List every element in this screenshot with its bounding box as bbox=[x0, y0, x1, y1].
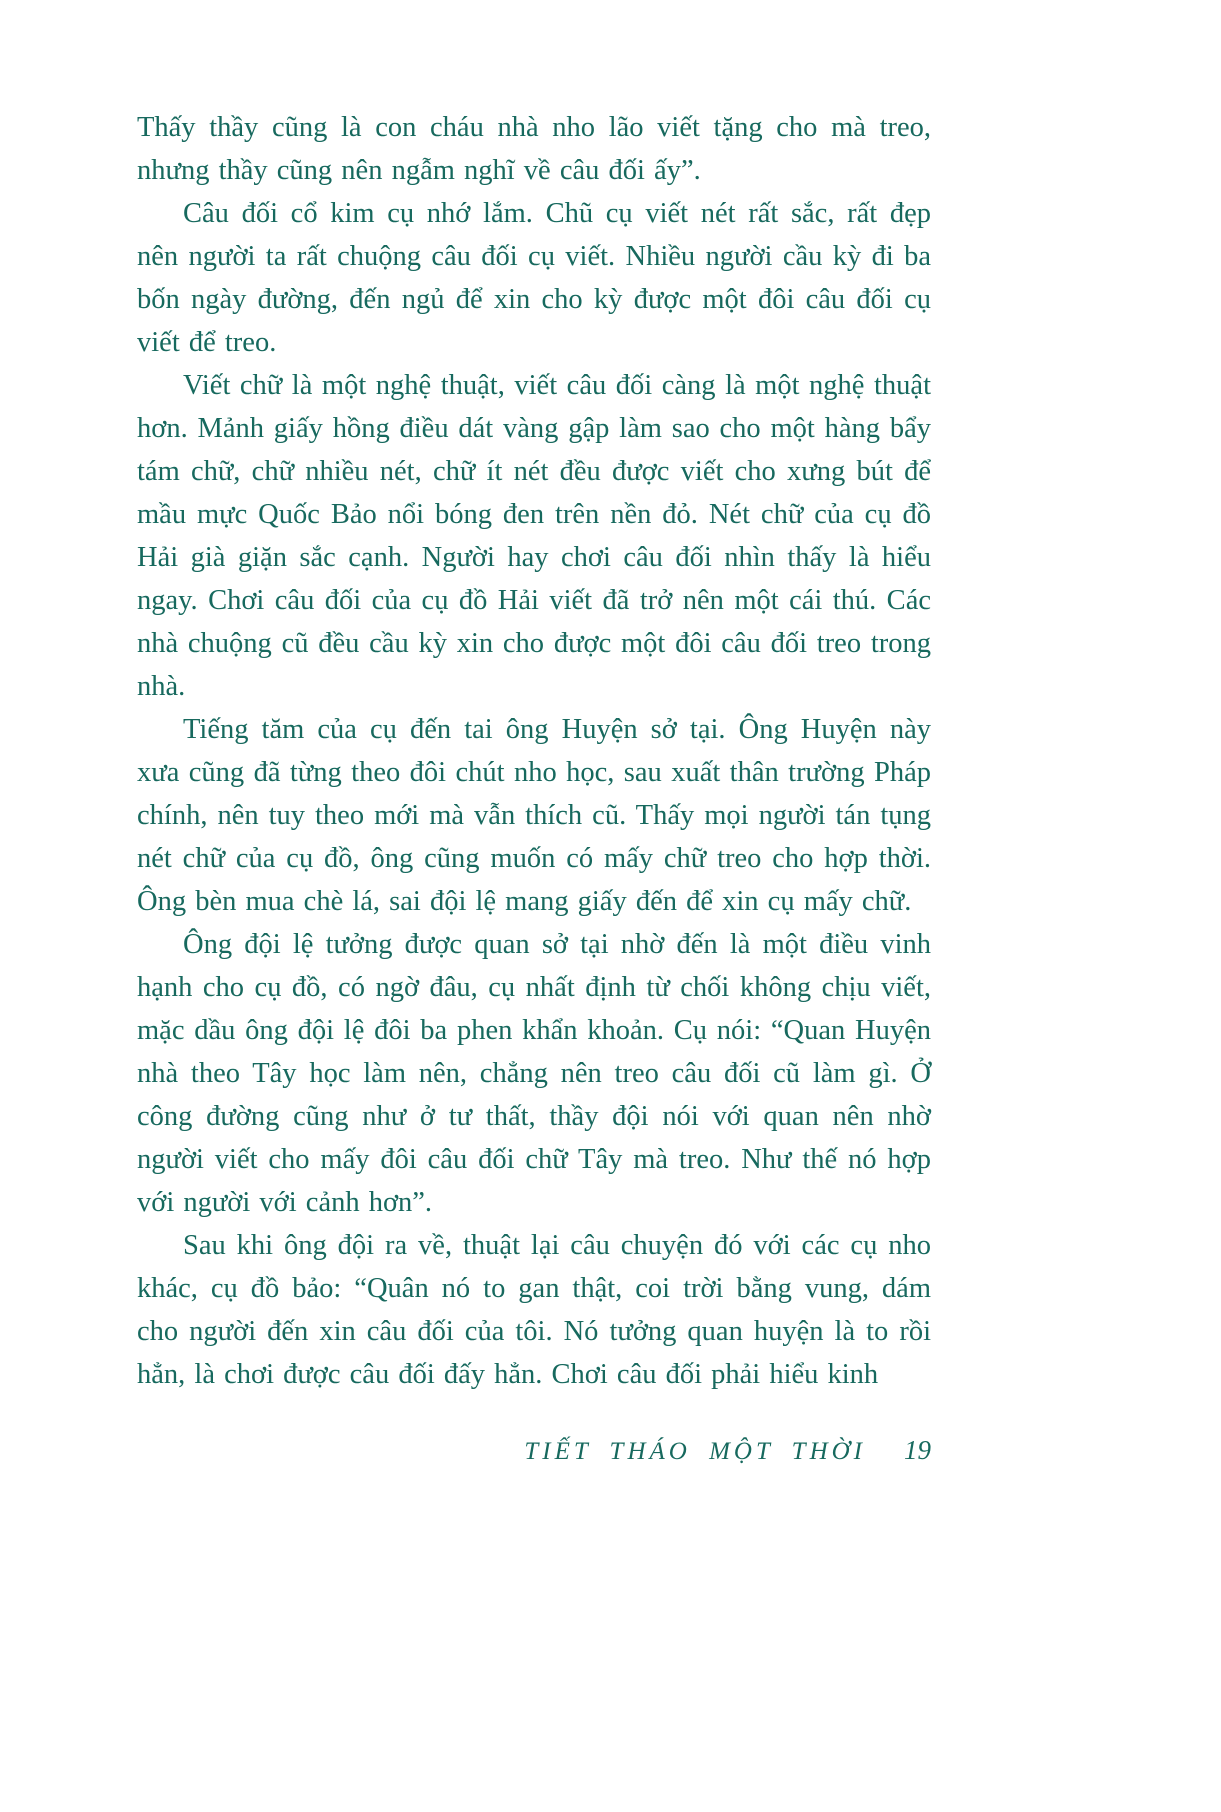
paragraph: Sau khi ông đội ra về, thuật lại câu chuyện đó với các cụ nho khác, cụ đồ bảo: “Quân nó to gan thật, coi trời bằng vung, dám cho người đến xin câu đối của tôi. Nó tưởng quan huyện là to rồi hẳn, là chơi được câu đối đấy hẳn. Chơi câu đối phải hiểu kinh bbox=[137, 1230, 931, 1390]
paragraph: Viết chữ là một nghệ thuật, viết câu đối càng là một nghệ thuật hơn. Mảnh giấy hồng điều dát vàng gập làm sao cho một hàng bẩy tám chữ, chữ nhiều nét, chữ ít nét đều được viết cho xưng bút để mầu mực Quốc Bảo nổi bóng đen trên nền đỏ. Nét chữ của cụ đồ Hải già giặn sắc cạnh. Người hay chơi câu đối nhìn thấy là hiểu ngay. Chơi câu đối của cụ đồ Hải viết đã trở nên một cái thú. Các nhà chuộng cũ đều cầu kỳ xin cho được một đôi câu đối treo trong nhà. bbox=[137, 370, 931, 702]
page-footer bbox=[137, 1435, 931, 1466]
page-text bbox=[137, 106, 931, 1396]
paragraph: Tiếng tăm của cụ đến tai ông Huyện sở tại. Ông Huyện này xưa cũng đã từng theo đôi chút nho học, sau xuất thân trường Pháp chính, nên tuy theo mới mà vẫn thích cũ. Thấy mọi người tán tụng nét chữ của cụ đồ, ông cũng muốn có mấy chữ treo cho hợp thời. Ông bèn mua chè lá, sai đội lệ mang giấy đến để xin cụ mấy chữ. bbox=[137, 714, 931, 917]
paragraph: Thấy thầy cũng là con cháu nhà nho lão viết tặng cho mà treo, nhưng thầy cũng nên ngẫm nghĩ về câu đối ấy”. bbox=[137, 112, 931, 186]
running-title: TIẾT THÁO MỘT THỜI bbox=[524, 1438, 866, 1465]
paragraph: Ông đội lệ tưởng được quan sở tại nhờ đến là một điều vinh hạnh cho cụ đồ, có ngờ đâu, cụ nhất định từ chối không chịu viết, mặc dầu ông đội lệ đôi ba phen khẩn khoản. Cụ nói: “Quan Huyện nhà theo Tây học làm nên, chẳng nên treo câu đối cũ làm gì. Ở công đường cũng như ở tư thất, thầy đội nói với quan nên nhờ người viết cho mấy đôi câu đối chữ Tây mà treo. Như thế nó hợp với người với cảnh hơn”. bbox=[137, 929, 931, 1218]
page-number: 19 bbox=[904, 1435, 931, 1465]
paragraph: Câu đối cổ kim cụ nhớ lắm. Chũ cụ viết nét rất sắc, rất đẹp nên người ta rất chuộng câu đối cụ viết. Nhiều người cầu kỳ đi ba bốn ngày đường, đến ngủ để xin cho kỳ được một đôi câu đối cụ viết để treo. bbox=[137, 198, 931, 358]
